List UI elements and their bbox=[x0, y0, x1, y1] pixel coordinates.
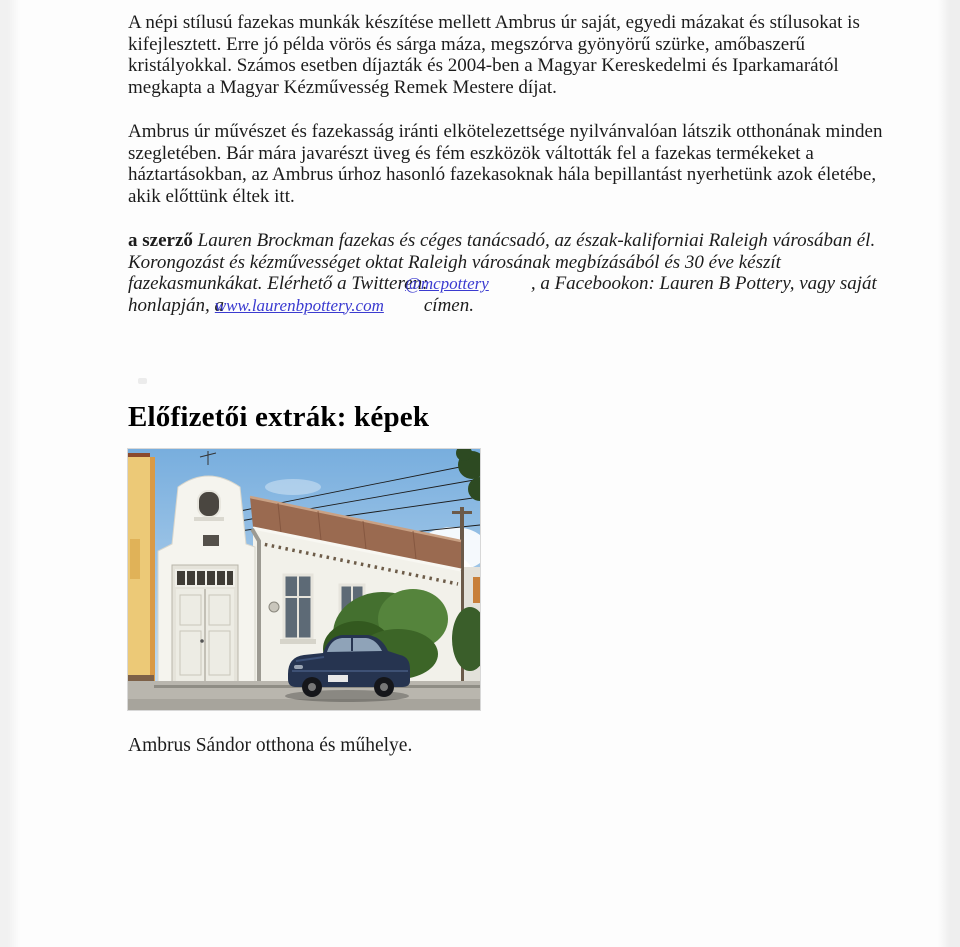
author-bio-text-3: címen. bbox=[423, 294, 474, 316]
page-edge-shadow-left bbox=[0, 0, 20, 947]
paragraph-home: Ambrus úr művészet és fazekasság iránti elkötelezettsége nyilvánvalóan látszik otthonának minden szegletében. Bár mára javarészt üveg és fém eszközök váltották fel a fazekas termékeket a háztartásokban, az Ambrus úrhoz hasonló fazekasoknak hála bepillantást nyerhetünk azok életébe, akik előttünk éltek itt. bbox=[128, 121, 883, 207]
paragraph-glazes: A népi stílusú fazekas munkák készítése mellett Ambrus úr saját, egyedi mázakat és stílusokat is kifejlesztett. Erre jó példa vörös és sárga máza, megszórva gyönyörű szürke, amőbaszerű kristályokkal. Számos esetben díjazták és 2004-ben a Magyar Kereskedelmi és Iparkamarától megkapta a Magyar Kézművesség Remek Mestere díjat. bbox=[128, 12, 860, 98]
author-bio-text-1: Lauren Brockman fazekas és céges tanácsadó, az észak-kaliforniai Raleigh városában él. Korongozást és kézművességet oktat Raleigh városának megbízásából és 30 éve készít fazekasmunkákat. Elérhető a Twitteren: bbox=[128, 230, 876, 294]
house-photo-illustration bbox=[128, 449, 480, 710]
house-photo bbox=[128, 449, 480, 710]
article-content bbox=[128, 12, 900, 757]
faint-page-artifact bbox=[138, 378, 147, 384]
twitter-handle-link[interactable]: @mcpottery bbox=[405, 274, 489, 293]
author-bio-paragraph bbox=[128, 230, 900, 316]
author-bio-text-2: , a Facebookon: Lauren B Pottery, vagy saját honlapján, a bbox=[128, 273, 877, 316]
website-link[interactable]: www.laurenbpottery.com bbox=[214, 295, 384, 315]
author-label: a szerző bbox=[128, 230, 193, 251]
page-edge-shadow-right bbox=[938, 0, 960, 947]
section-heading: Előfizetői extrák: képek bbox=[128, 401, 430, 433]
photo-caption: Ambrus Sándor otthona és műhelye. bbox=[128, 735, 413, 756]
